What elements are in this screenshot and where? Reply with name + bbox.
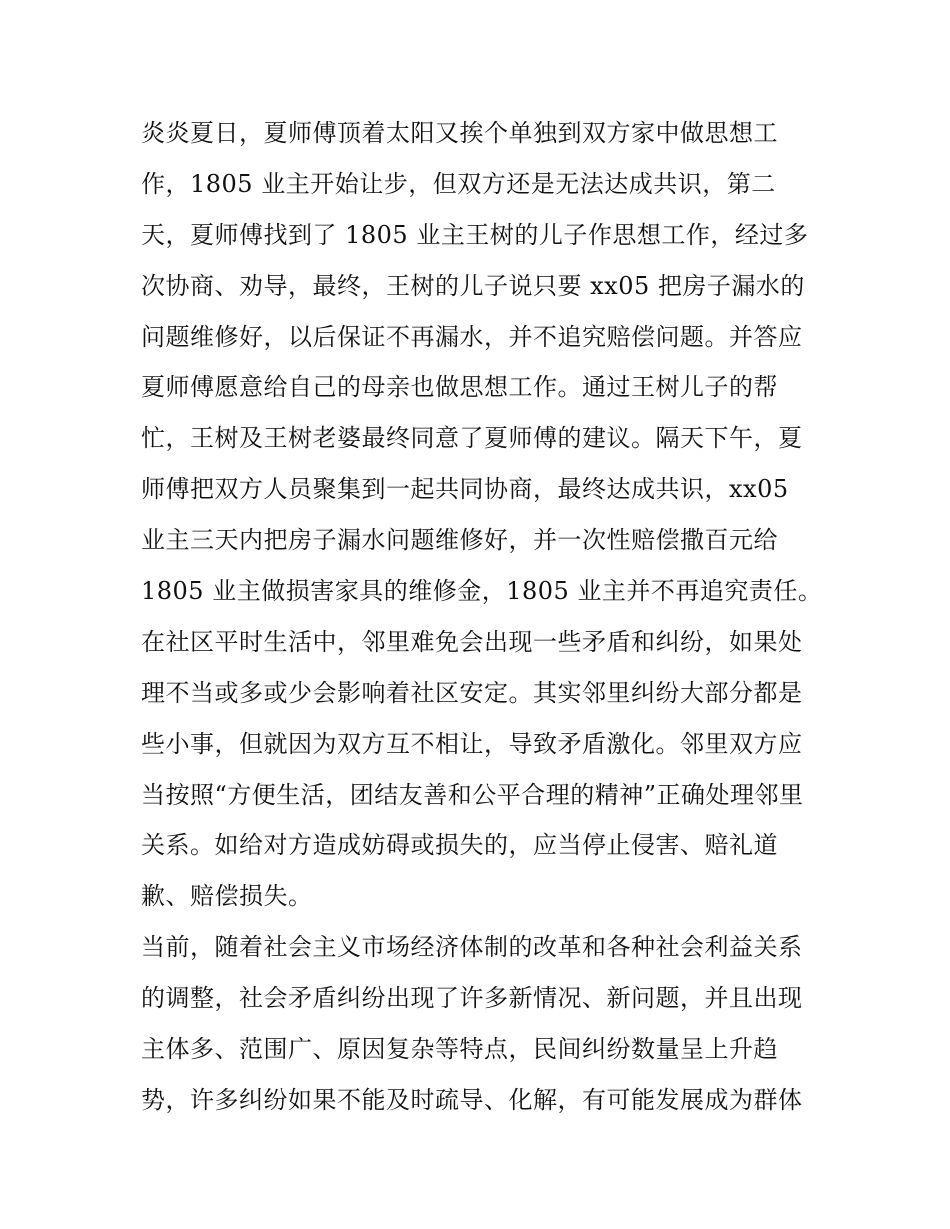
text-line: 的调整，社会矛盾纠纷出现了许多新情况、新问题，并且出现 [141,984,803,1013]
text-line: 歉、赔偿损失。 [141,882,313,911]
text-line: 天，夏师傅找到了 1805 业主王树的儿子作思想工作，经过多 [141,220,809,249]
text-line: 当前，随着社会主义市场经济体制的改革和各种社会利益关系 [141,933,803,962]
text-line: 忙，王树及王树老婆最终同意了夏师傅的建议。隔天下午，夏 [141,424,803,453]
text-line: 在社区平时生活中，邻里难免会出现一些矛盾和纠纷，如果处 [141,627,803,656]
text-line: 师傅把双方人员聚集到一起共同协商，最终达成共识，xx05 [141,475,789,504]
text-line: 夏师傅愿意给自己的母亲也做思想工作。通过王树儿子的帮 [141,373,778,402]
text-line: 关系。如给对方造成妨碍或损失的，应当停止侵害、赔礼道 [141,831,778,860]
text-line: 业主三天内把房子漏水问题维修好，并一次性赔偿撒百元给 [141,526,778,555]
text-line: 势，许多纠纷如果不能及时疏导、化解，有可能发展成为群体 [141,1085,803,1114]
text-line: 1805 业主做损害家具的维修金，1805 业主并不再追究责任。 [141,577,823,606]
text-line: 理不当或多或少会影响着社区安定。其实邻里纠纷大部分都是 [141,678,803,707]
text-line: 次协商、劝导，最终，王树的儿子说只要 xx05 把房子漏水的 [141,271,805,300]
body-text [141,108,821,1126]
text-line: 主体多、范围广、原因复杂等特点，民间纠纷数量呈上升趋 [141,1035,778,1064]
text-line: 当按照“方便生活，团结友善和公平合理的精神”正确处理邻里 [141,780,804,809]
text-line: 炎炎夏日，夏师傅顶着太阳又挨个单独到双方家中做思想工 [141,119,778,147]
text-line: 些小事，但就因为双方互不相让，导致矛盾激化。邻里双方应 [141,729,803,758]
text-line: 作，1805 业主开始让步，但双方还是无法达成共识，第二 [141,169,776,198]
text-line: 问题维修好，以后保证不再漏水，并不追究赔偿问题。并答应 [141,322,803,351]
